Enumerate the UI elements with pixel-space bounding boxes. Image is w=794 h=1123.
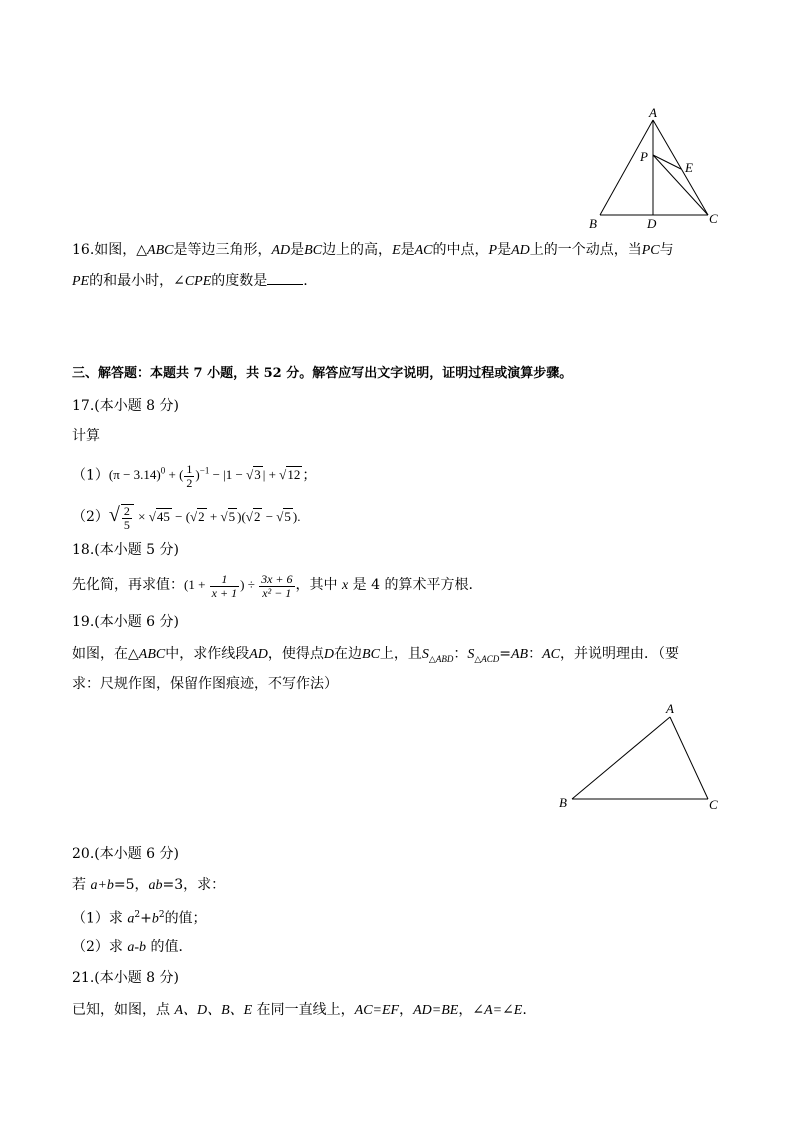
text: ，其中 (295, 577, 342, 593)
text: ： (453, 646, 468, 662)
points: A、D、B、E (174, 1003, 253, 1018)
text: + (140, 910, 152, 927)
var-bc: BC (362, 647, 380, 662)
text: 在同一直线上， (252, 1002, 355, 1018)
q17-expr-2 (108, 504, 301, 533)
q19-title: 19.(本小题 6 分) (72, 614, 179, 630)
var-p: P (488, 243, 498, 258)
fraction-2 (259, 573, 294, 600)
q20-condition (72, 875, 225, 896)
expr-part: | + √ (262, 467, 287, 483)
numerator: 3x + 6 (261, 571, 293, 586)
text: 是 (497, 242, 512, 258)
label-p: P (640, 149, 648, 164)
expr: ab (148, 878, 163, 893)
denominator: 5 (123, 518, 130, 533)
item-label: （1）求 (72, 910, 128, 927)
var-ac: AC (414, 243, 433, 258)
triangle-symbol: △ (136, 242, 148, 258)
text: =3，求： (162, 877, 226, 893)
q18-expr (184, 571, 296, 600)
expr-part: − √ (262, 509, 284, 524)
text: 如图，在 (72, 646, 128, 662)
q20-item-2 (72, 937, 192, 958)
var-s: S (421, 647, 429, 662)
q16-prefix: 16.如图， (72, 242, 137, 258)
side-ac (653, 120, 708, 215)
radicand: 45 (156, 509, 170, 524)
denominator: x² − 1 (262, 585, 292, 600)
text: 的值； (164, 910, 207, 927)
var-ad: AD (271, 243, 291, 258)
numerator: 1 (186, 461, 193, 476)
q19-line-2: 求：尺规作图，保留作图痕迹，不写作法） (72, 676, 338, 692)
condition: ∠A=∠E (472, 1003, 523, 1018)
label-a: A (666, 701, 674, 716)
text: ，并说明理由．（要 (559, 646, 679, 662)
expr-part: − |1 − √ (209, 467, 254, 483)
fraction-half (184, 463, 194, 490)
label-b: B (589, 216, 597, 231)
text: 是 (290, 242, 305, 258)
q16-triangle-figure (580, 100, 730, 235)
var-triangle: △ABC (128, 647, 166, 662)
fraction-two-fifths (121, 504, 134, 532)
q16-line-2 (72, 270, 308, 292)
q17-title: 17.(本小题 8 分) (72, 398, 179, 414)
text: 的和最小时， (89, 273, 174, 289)
exponent: 0 (160, 466, 166, 476)
expr-part: − (√ (171, 509, 198, 524)
numerator: 1 (210, 573, 239, 587)
var-e: E (392, 243, 401, 258)
radicand: 5 (284, 509, 291, 524)
exponent: 2 (134, 910, 141, 920)
expr: a-b (127, 940, 147, 955)
q20-item-1 (72, 905, 207, 930)
q17-expr-1 (108, 461, 302, 490)
text: 在边 (334, 646, 363, 662)
var-d: D (323, 647, 335, 662)
exponent: 2 (158, 910, 165, 920)
radicand: 2 (198, 509, 205, 524)
sqrt-symbol: √ (108, 504, 120, 526)
q17-item-1 (72, 458, 317, 490)
fraction-1 (210, 573, 239, 600)
var-ad: AD (511, 243, 530, 258)
var-abc: ABC (147, 243, 174, 258)
var-pc: PC (641, 243, 660, 258)
label-c: C (709, 211, 718, 226)
var-pe: PE (72, 274, 90, 289)
subscript: △ABD (428, 653, 454, 664)
condition: AC=EF (354, 1003, 400, 1018)
label-e: E (685, 160, 693, 175)
item-label: （1） (72, 467, 109, 484)
radicand: 5 (228, 509, 236, 524)
denominator: 2 (186, 475, 193, 490)
text: 的度数是 (211, 273, 268, 289)
radicand: 3 (254, 467, 261, 483)
q19-triangle-figure (550, 698, 730, 818)
q21-line (72, 1000, 527, 1021)
numerator: 2 (123, 504, 130, 519)
text: ， (458, 1002, 473, 1018)
q18-body (72, 568, 473, 602)
text: 已知，如图，点 (72, 1002, 175, 1018)
var-ac: AC (542, 647, 560, 662)
text: = (499, 646, 511, 662)
label-b: B (559, 795, 567, 810)
expr-part: ) (195, 467, 200, 483)
text: 的值． (146, 939, 193, 955)
var-x: x (341, 578, 349, 593)
angle-symbol: ∠ (173, 273, 185, 289)
condition: AD=BE (413, 1003, 459, 1018)
expr-part: (π − 3.14) (108, 467, 161, 483)
subscript: △ACD (474, 653, 500, 664)
side-ab (572, 717, 670, 799)
text: 先化简，再求值： (72, 577, 184, 593)
q16-line-1 (72, 240, 674, 261)
var-s: S (467, 647, 475, 662)
item-label: （2） (72, 509, 109, 525)
side-ac (670, 717, 708, 799)
text: 是等边三角形， (173, 242, 272, 258)
text: 是 4 的算术平方根. (348, 577, 473, 593)
expr-part: ). (292, 509, 301, 524)
text: 上，且 (379, 646, 422, 662)
label-c: C (709, 797, 718, 812)
label-d: D (647, 216, 657, 231)
expr-part: + ( (165, 467, 184, 483)
text: . (303, 273, 308, 289)
text: ； (302, 467, 317, 484)
expr: a+b (90, 878, 114, 893)
expr-part: )(√ (237, 509, 253, 524)
var-a: a (127, 911, 135, 927)
expr-part: × √ (134, 509, 156, 524)
text: 若 (72, 877, 91, 893)
answer-blank (267, 270, 303, 285)
var-ab: AB (510, 647, 529, 662)
radicand: 2 (253, 509, 261, 524)
segment-pc (653, 155, 708, 215)
text: ： (528, 646, 543, 662)
var-cpe: CPE (184, 274, 212, 289)
expr-part: ) ÷ (240, 577, 259, 592)
text: ，使得点 (267, 646, 324, 662)
text: 边上的高， (322, 242, 393, 258)
text: 与 (659, 242, 674, 258)
item-label: （2）求 (72, 939, 128, 955)
label-a: A (649, 105, 657, 120)
q17-instruction: 计算 (72, 428, 100, 444)
text: 的中点， (432, 242, 489, 258)
radicand: 12 (287, 467, 301, 483)
q20-title: 20.(本小题 6 分) (72, 846, 179, 862)
expr-part: (1 + (184, 577, 209, 592)
text: 中，求作线段 (165, 646, 250, 662)
expr-part: + √ (206, 509, 228, 524)
denominator: x + 1 (211, 585, 238, 600)
var-b: b (151, 911, 159, 927)
text: 上的一个动点，当 (529, 242, 642, 258)
q21-title: 21.(本小题 8 分) (72, 970, 179, 986)
exponent: −1 (199, 466, 210, 476)
q17-item-2 (72, 498, 301, 532)
text: =5， (113, 877, 149, 893)
text: ， (399, 1002, 414, 1018)
q19-line-1 (72, 644, 679, 669)
section-3-heading: 三、解答题：本题共 7 小题，共 52 分。解答应写出文字说明，证明过程或演算步骤。 (72, 366, 573, 381)
q18-title: 18.(本小题 5 分) (72, 542, 179, 558)
text: 是 (400, 242, 415, 258)
var-ad: AD (249, 647, 268, 662)
side-ab (600, 120, 653, 215)
var-bc: BC (304, 243, 323, 258)
text: . (522, 1002, 527, 1018)
